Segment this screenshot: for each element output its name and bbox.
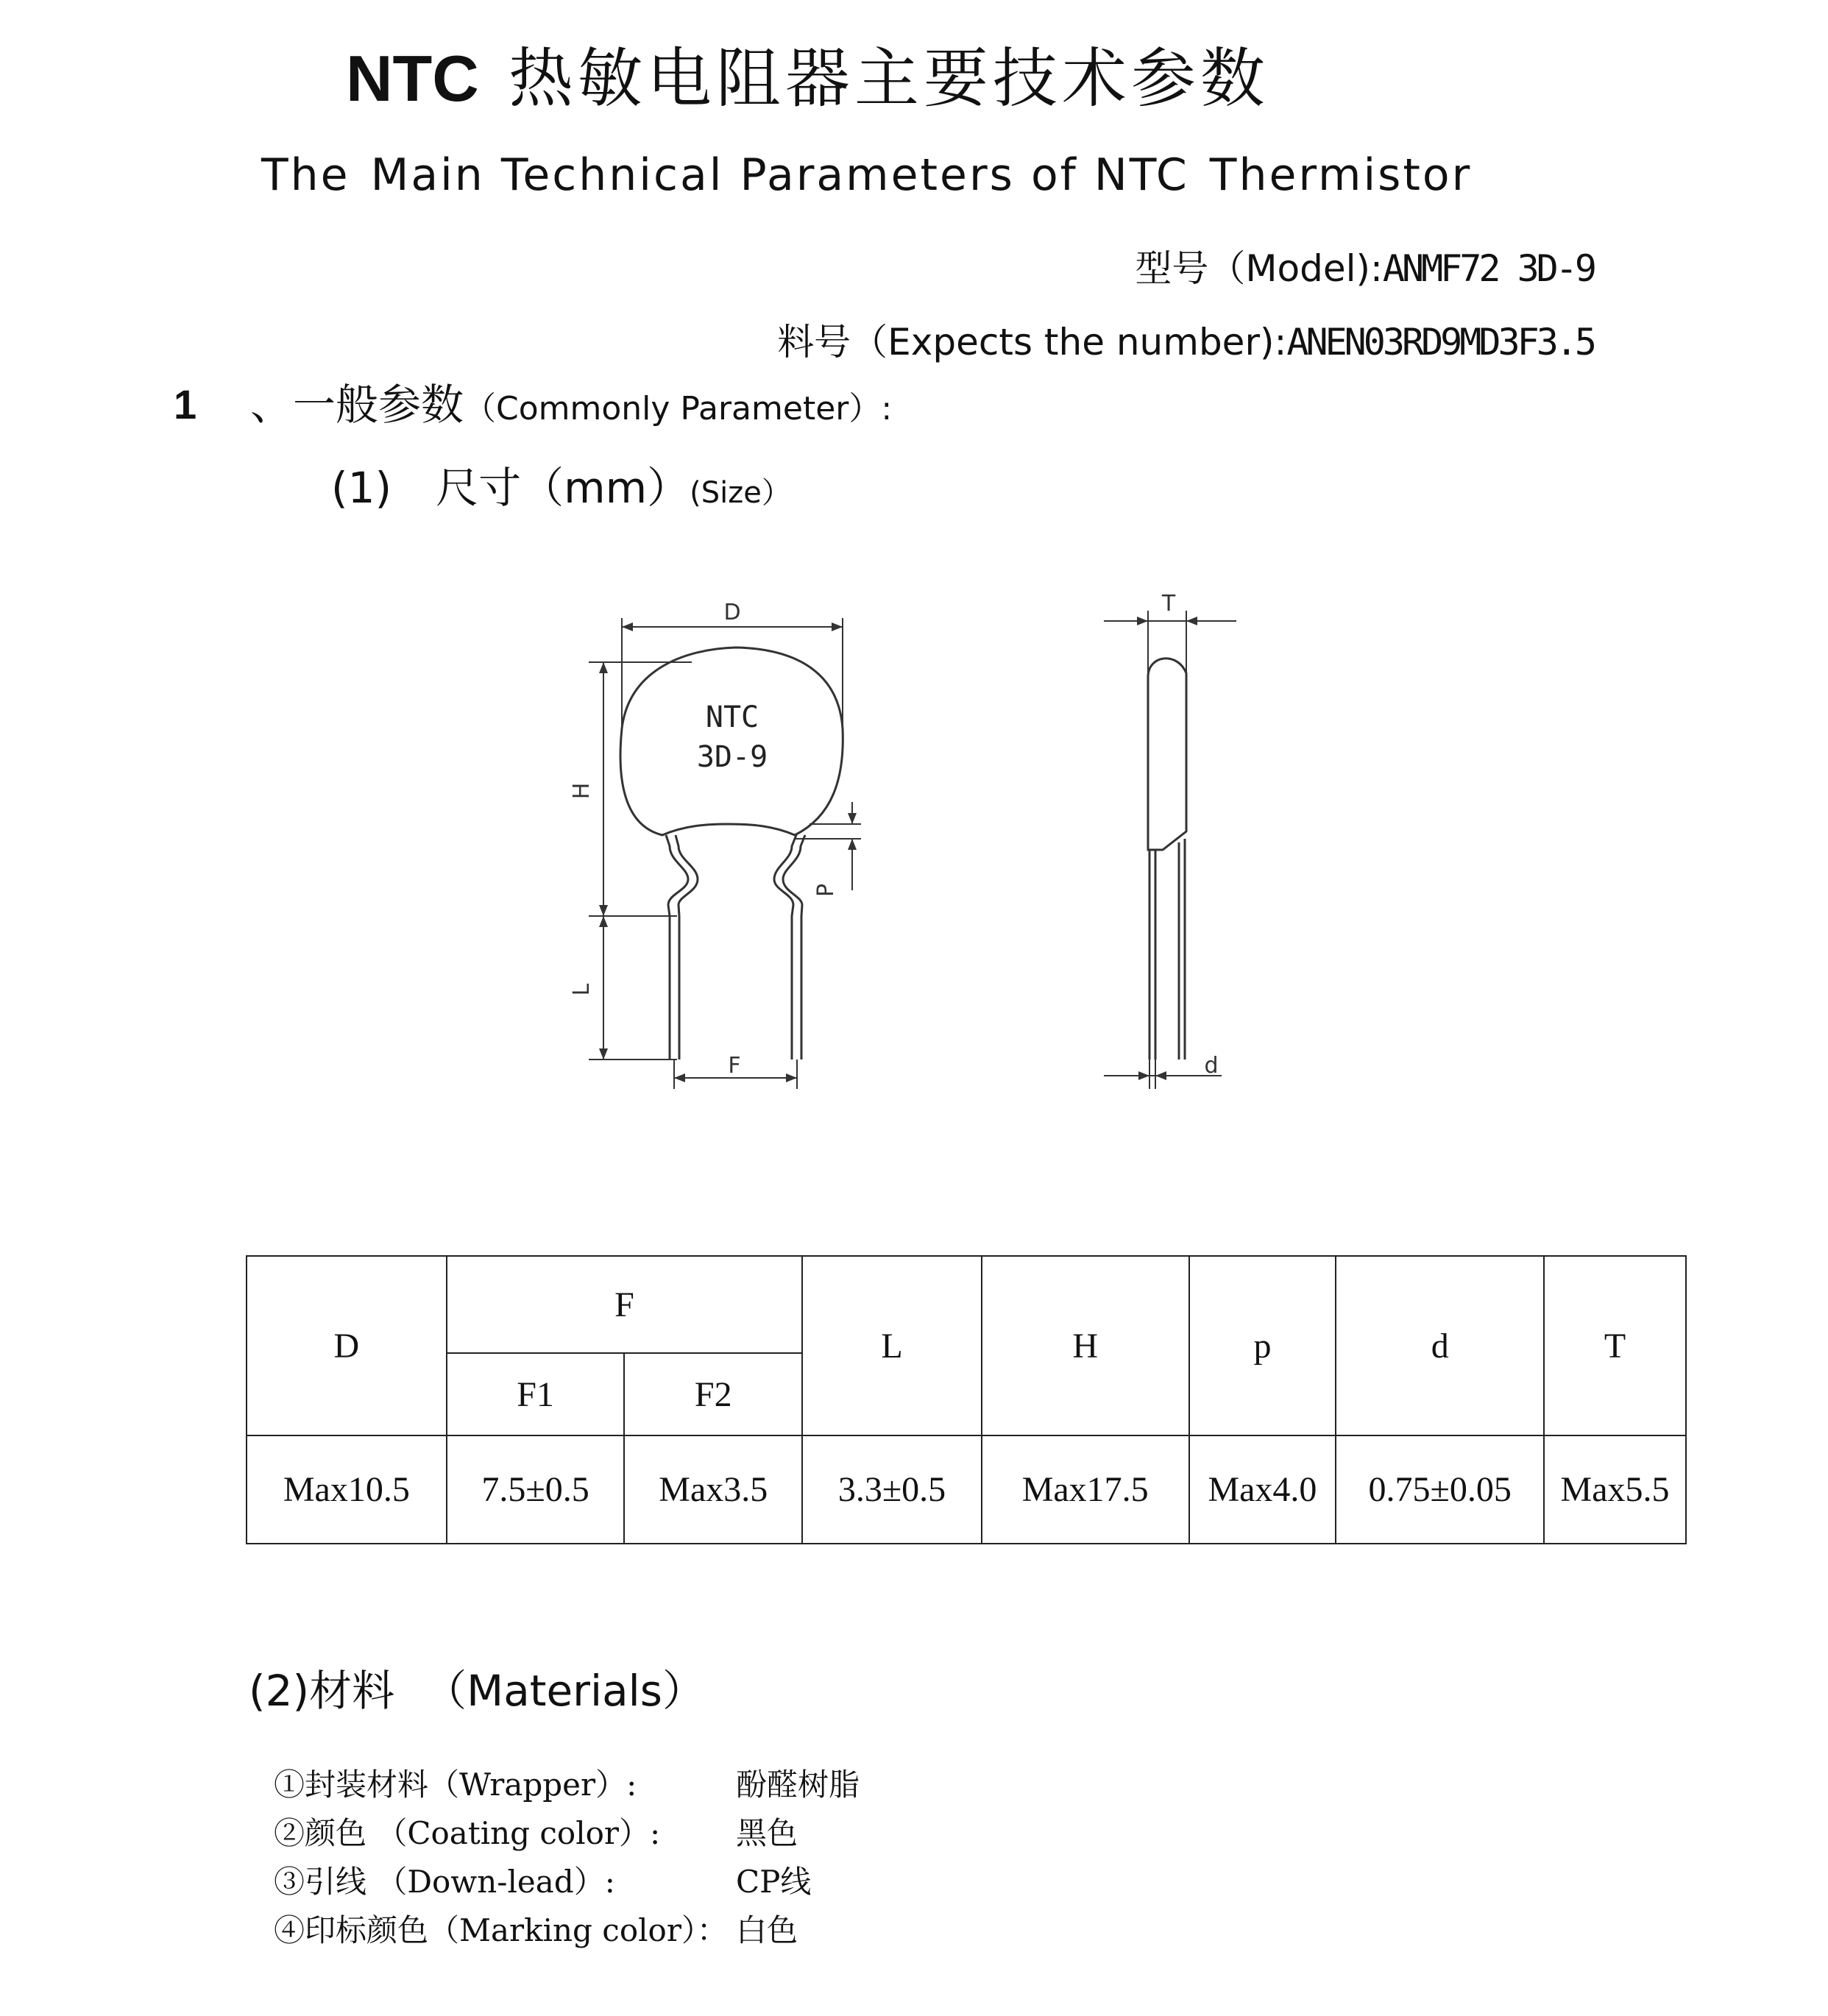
header-F: F — [447, 1256, 802, 1353]
title-en-word-1: The — [261, 149, 350, 201]
title-en-word-2: Main Technical Parameters of NTC — [370, 149, 1189, 201]
title-prefix: NTC — [346, 42, 479, 115]
lead-right — [774, 835, 796, 1060]
label-H: H — [569, 782, 595, 800]
value-H: Max17.5 — [982, 1435, 1189, 1544]
size-index: (1) — [331, 463, 392, 513]
material-row-down-lead — [274, 1860, 811, 1904]
model-line — [1135, 243, 1594, 294]
size-cn: 尺寸（mm） — [436, 463, 690, 513]
disc-marking-1: NTC — [705, 700, 759, 734]
value-T: Max5.5 — [1544, 1435, 1686, 1544]
label-T: T — [1161, 591, 1176, 617]
material-row-coating-color — [274, 1811, 798, 1856]
material-row-marking-color — [274, 1909, 798, 1953]
header-F2: F2 — [624, 1353, 802, 1435]
material-label: ②颜色 （Coating color）: — [274, 1815, 661, 1851]
size-en: (Size） — [690, 476, 791, 510]
value-L: 3.3±0.5 — [802, 1435, 982, 1544]
header-T: T — [1544, 1256, 1686, 1435]
page-title-en — [261, 146, 1492, 205]
materials-heading-en: （Materials） — [424, 1666, 706, 1716]
lead-left — [666, 835, 688, 1060]
header-d: d — [1336, 1256, 1544, 1435]
part-number-label: 料号（Expects the number): — [777, 321, 1287, 363]
part-number-line — [777, 316, 1594, 368]
label-d: d — [1204, 1053, 1219, 1079]
size-heading — [331, 460, 791, 521]
header-F1: F1 — [447, 1353, 625, 1435]
value-F1: 7.5±0.5 — [447, 1435, 625, 1544]
lead-right-inner — [783, 835, 805, 1060]
material-value: CP线 — [736, 1864, 812, 1900]
section-heading-en: （Commonly Parameter）: — [464, 390, 893, 427]
material-label: ④印标颜色（Marking color）： — [274, 1912, 728, 1948]
model-value: ANMF72 3D-9 — [1382, 247, 1594, 290]
model-label: 型号（Model): — [1135, 247, 1383, 290]
header-L: L — [802, 1256, 982, 1435]
section-heading-cn: 、一般参数 — [250, 380, 464, 430]
lead-left-inner — [676, 835, 698, 1060]
section-number: 1 — [174, 381, 197, 427]
materials-heading — [249, 1663, 705, 1719]
dimension-drawing — [559, 581, 1266, 1111]
materials-heading-cn: (2)材料 — [249, 1666, 395, 1716]
part-number-value: ANEN03RD9MD3F3.5 — [1286, 321, 1594, 363]
dimension-table — [246, 1255, 1687, 1544]
header-p: p — [1189, 1256, 1336, 1435]
label-L: L — [569, 983, 595, 996]
header-H: H — [982, 1256, 1189, 1435]
material-row-wrapper — [274, 1763, 860, 1807]
material-label: ③引线 （Down-lead）: — [274, 1864, 615, 1900]
value-F2: Max3.5 — [624, 1435, 802, 1544]
value-d: 0.75±0.05 — [1336, 1435, 1544, 1544]
header-D: D — [247, 1256, 447, 1435]
material-label: ①封装材料（Wrapper）: — [274, 1767, 637, 1803]
label-F: F — [728, 1053, 741, 1079]
material-value: 酚醛树脂 — [736, 1767, 860, 1803]
material-value: 白色 — [736, 1912, 798, 1948]
label-P: P — [813, 883, 839, 898]
title-en-word-3: Thermistor — [1209, 149, 1473, 201]
thermistor-side-view — [1148, 659, 1186, 1060]
value-p: Max4.0 — [1189, 1435, 1336, 1544]
label-D: D — [723, 600, 741, 625]
value-D: Max10.5 — [247, 1435, 447, 1544]
disc-marking-2: 3D-9 — [696, 740, 768, 774]
section-heading — [250, 377, 892, 437]
page-title-cn — [346, 38, 1269, 119]
material-value: 黑色 — [736, 1815, 798, 1851]
title-cn-text: 热敏电阻器主要技术参数 — [508, 40, 1269, 116]
